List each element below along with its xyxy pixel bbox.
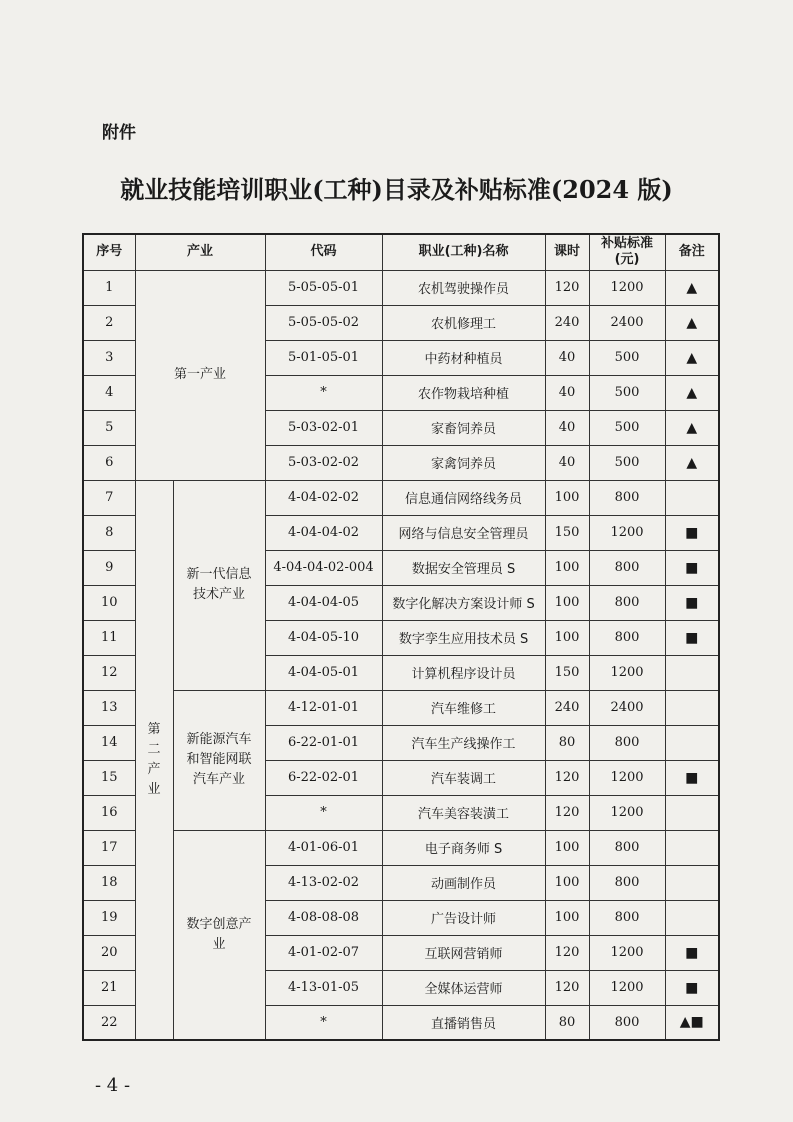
row-no: 14 <box>83 725 135 760</box>
row-no: 5 <box>83 410 135 445</box>
row-hours: 100 <box>545 480 589 515</box>
row-occupation: 汽车生产线操作工 <box>382 725 545 760</box>
row-note: ■ <box>665 620 719 655</box>
row-note: ▲ <box>665 305 719 340</box>
row-note: ▲ <box>665 445 719 480</box>
row-subsidy: 1200 <box>589 795 665 830</box>
row-code: 6-22-02-01 <box>265 760 382 795</box>
row-subsidy: 1200 <box>589 515 665 550</box>
row-no: 22 <box>83 1005 135 1040</box>
row-no: 4 <box>83 375 135 410</box>
table-row <box>83 690 719 725</box>
row-hours: 40 <box>545 340 589 375</box>
row-hours: 120 <box>545 935 589 970</box>
row-subsidy: 1200 <box>589 760 665 795</box>
row-note: ■ <box>665 550 719 585</box>
row-subsidy: 1200 <box>589 970 665 1005</box>
row-occupation: 中药材种植员 <box>382 340 545 375</box>
row-hours: 150 <box>545 655 589 690</box>
row-no: 9 <box>83 550 135 585</box>
header-hours: 课时 <box>545 234 589 270</box>
row-hours: 120 <box>545 970 589 1005</box>
header-subsidy <box>589 234 665 270</box>
row-note <box>665 830 719 865</box>
row-code: 4-04-04-02 <box>265 515 382 550</box>
row-subsidy: 1200 <box>589 655 665 690</box>
row-subsidy: 500 <box>589 340 665 375</box>
row-no: 12 <box>83 655 135 690</box>
row-no: 3 <box>83 340 135 375</box>
row-hours: 40 <box>545 410 589 445</box>
row-note: ▲ <box>665 340 719 375</box>
row-hours: 150 <box>545 515 589 550</box>
row-note <box>665 865 719 900</box>
header-subsidy-line1: 补贴标准 <box>601 236 654 252</box>
table-header <box>83 234 719 270</box>
row-code: * <box>265 1005 382 1040</box>
header-code: 代码 <box>265 234 382 270</box>
row-subsidy: 800 <box>589 585 665 620</box>
row-subsidy: 1200 <box>589 935 665 970</box>
row-occupation: 数字化解决方案设计师 S <box>382 585 545 620</box>
row-code: 6-22-01-01 <box>265 725 382 760</box>
row-hours: 100 <box>545 620 589 655</box>
row-no: 20 <box>83 935 135 970</box>
row-no: 21 <box>83 970 135 1005</box>
row-occupation: 信息通信网络线务员 <box>382 480 545 515</box>
row-subsidy: 800 <box>589 620 665 655</box>
row-code: 4-04-05-10 <box>265 620 382 655</box>
row-note <box>665 795 719 830</box>
row-code: 4-01-02-07 <box>265 935 382 970</box>
header-subsidy-line2: (元) <box>614 252 640 268</box>
row-occupation: 计算机程序设计员 <box>382 655 545 690</box>
row-occupation: 数据安全管理员 S <box>382 550 545 585</box>
table-row <box>83 830 719 865</box>
row-note: ▲ <box>665 375 719 410</box>
row-code: 4-08-08-08 <box>265 900 382 935</box>
row-hours: 100 <box>545 900 589 935</box>
row-subsidy: 800 <box>589 725 665 760</box>
row-hours: 80 <box>545 1005 589 1040</box>
row-note <box>665 690 719 725</box>
row-subsidy: 800 <box>589 480 665 515</box>
industry-secondary <box>135 480 173 1040</box>
row-note: ▲■ <box>665 1005 719 1040</box>
row-no: 16 <box>83 795 135 830</box>
row-occupation: 农机驾驶操作员 <box>382 270 545 305</box>
row-occupation: 直播销售员 <box>382 1005 545 1040</box>
occupation-table <box>82 233 720 1041</box>
industry-it: 新一代信息技术产业 <box>173 480 265 690</box>
row-hours: 80 <box>545 725 589 760</box>
row-code: 5-03-02-02 <box>265 445 382 480</box>
row-occupation: 农作物栽培种植 <box>382 375 545 410</box>
row-hours: 40 <box>545 445 589 480</box>
row-no: 10 <box>83 585 135 620</box>
row-occupation: 家畜饲养员 <box>382 410 545 445</box>
row-code: 4-01-06-01 <box>265 830 382 865</box>
row-subsidy: 1200 <box>589 270 665 305</box>
row-subsidy: 800 <box>589 1005 665 1040</box>
row-subsidy: 800 <box>589 830 665 865</box>
row-occupation: 汽车维修工 <box>382 690 545 725</box>
row-code: 4-04-04-05 <box>265 585 382 620</box>
row-hours: 100 <box>545 550 589 585</box>
row-code: 4-13-01-05 <box>265 970 382 1005</box>
row-subsidy: 2400 <box>589 690 665 725</box>
row-occupation: 家禽饲养员 <box>382 445 545 480</box>
row-hours: 100 <box>545 830 589 865</box>
row-occupation: 电子商务师 S <box>382 830 545 865</box>
row-occupation: 农机修理工 <box>382 305 545 340</box>
row-subsidy: 2400 <box>589 305 665 340</box>
row-code: 4-04-04-02-004 <box>265 550 382 585</box>
header-industry: 产业 <box>135 234 265 270</box>
row-no: 1 <box>83 270 135 305</box>
table-row <box>83 480 719 515</box>
row-code: 4-04-05-01 <box>265 655 382 690</box>
row-subsidy: 500 <box>589 410 665 445</box>
row-code: 4-12-01-01 <box>265 690 382 725</box>
table-row <box>83 270 719 305</box>
industry-secondary-label: 第二产业 <box>147 721 161 797</box>
row-subsidy: 500 <box>589 375 665 410</box>
row-occupation: 汽车美容装潢工 <box>382 795 545 830</box>
row-note <box>665 725 719 760</box>
row-subsidy: 500 <box>589 445 665 480</box>
row-occupation: 互联网营销师 <box>382 935 545 970</box>
page-number: - 4 - <box>95 1075 131 1096</box>
row-code: 5-03-02-01 <box>265 410 382 445</box>
header-occupation: 职业(工种)名称 <box>382 234 545 270</box>
row-code: * <box>265 375 382 410</box>
row-no: 6 <box>83 445 135 480</box>
row-code: 5-05-05-02 <box>265 305 382 340</box>
row-no: 15 <box>83 760 135 795</box>
industry-primary: 第一产业 <box>135 270 265 480</box>
row-no: 11 <box>83 620 135 655</box>
row-note: ■ <box>665 585 719 620</box>
row-occupation: 网络与信息安全管理员 <box>382 515 545 550</box>
row-occupation: 汽车装调工 <box>382 760 545 795</box>
row-note <box>665 655 719 690</box>
row-occupation: 广告设计师 <box>382 900 545 935</box>
row-hours: 120 <box>545 760 589 795</box>
row-occupation: 数字孪生应用技术员 S <box>382 620 545 655</box>
row-code: 5-01-05-01 <box>265 340 382 375</box>
row-subsidy: 800 <box>589 865 665 900</box>
row-note: ▲ <box>665 270 719 305</box>
row-no: 8 <box>83 515 135 550</box>
row-code: * <box>265 795 382 830</box>
row-code: 4-04-02-02 <box>265 480 382 515</box>
row-hours: 100 <box>545 585 589 620</box>
row-hours: 100 <box>545 865 589 900</box>
row-no: 18 <box>83 865 135 900</box>
row-note <box>665 900 719 935</box>
row-note: ▲ <box>665 410 719 445</box>
row-note <box>665 480 719 515</box>
industry-digital: 数字创意产业 <box>173 830 265 1040</box>
header-note: 备注 <box>665 234 719 270</box>
row-note: ■ <box>665 760 719 795</box>
row-hours: 120 <box>545 270 589 305</box>
row-occupation: 全媒体运营师 <box>382 970 545 1005</box>
row-code: 5-05-05-01 <box>265 270 382 305</box>
row-no: 17 <box>83 830 135 865</box>
header-no: 序号 <box>83 234 135 270</box>
row-note: ■ <box>665 515 719 550</box>
industry-auto: 新能源汽车和智能网联汽车产业 <box>173 690 265 830</box>
row-hours: 240 <box>545 305 589 340</box>
row-hours: 240 <box>545 690 589 725</box>
row-occupation: 动画制作员 <box>382 865 545 900</box>
row-note: ■ <box>665 935 719 970</box>
row-hours: 120 <box>545 795 589 830</box>
document-title: 就业技能培训职业(工种)目录及补贴标准(2024 版) <box>120 175 673 204</box>
row-no: 7 <box>83 480 135 515</box>
row-hours: 40 <box>545 375 589 410</box>
row-no: 13 <box>83 690 135 725</box>
row-note: ■ <box>665 970 719 1005</box>
row-no: 2 <box>83 305 135 340</box>
row-code: 4-13-02-02 <box>265 865 382 900</box>
row-subsidy: 800 <box>589 900 665 935</box>
row-subsidy: 800 <box>589 550 665 585</box>
attachment-label: 附件 <box>102 123 136 143</box>
row-no: 19 <box>83 900 135 935</box>
